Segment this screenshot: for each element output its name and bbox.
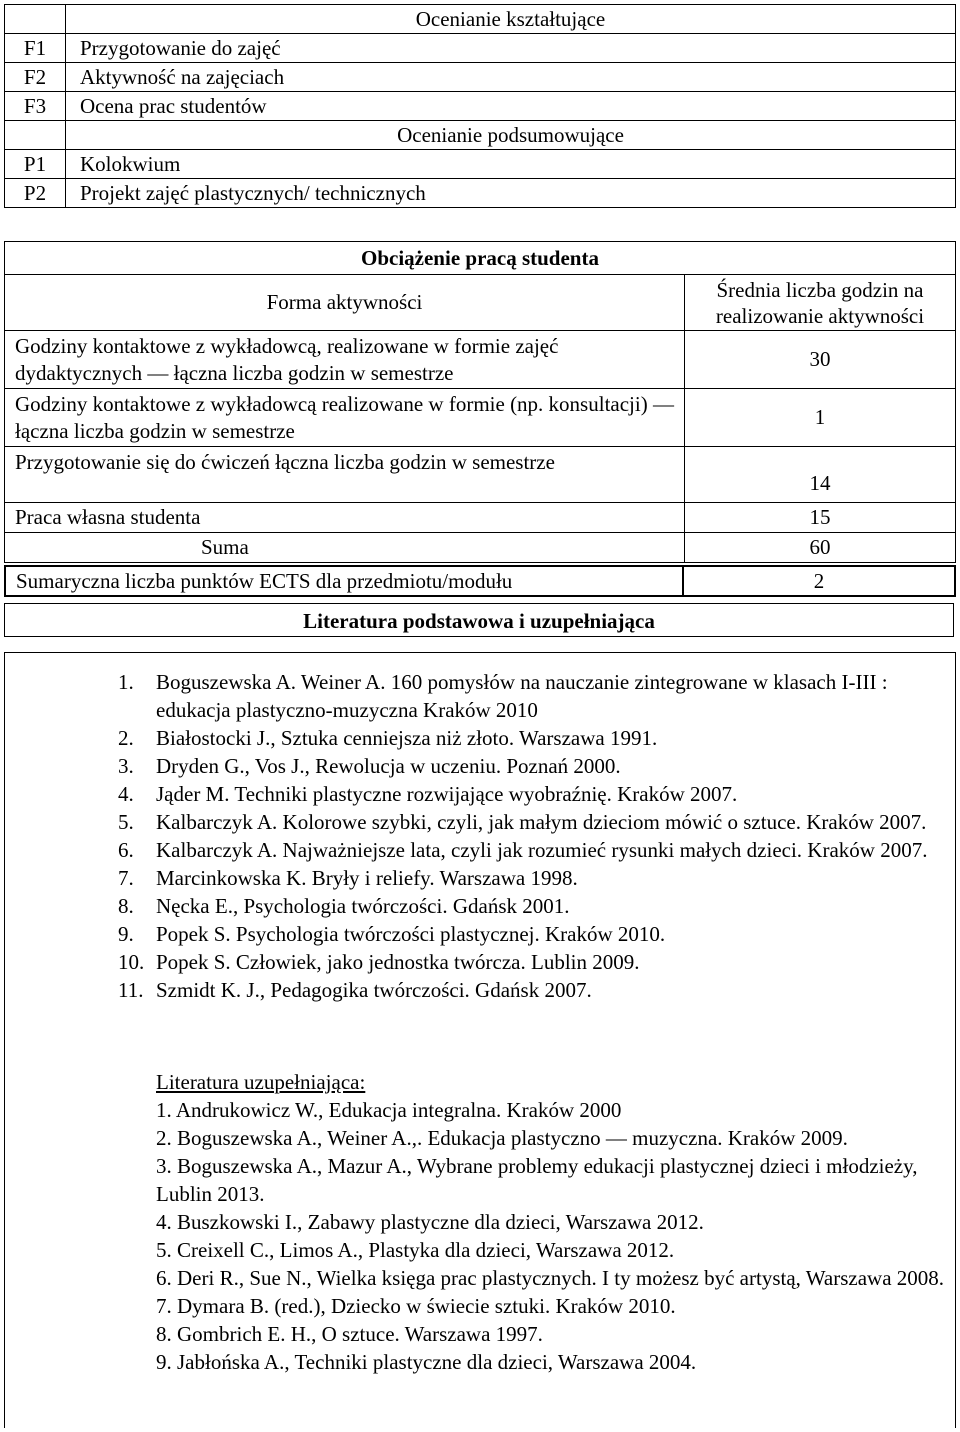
grading-label: Ocena prac studentów [66,92,956,121]
grading-label: Aktywność na zajęciach [66,63,956,92]
ects-table [4,565,956,597]
workload-row-label: Godziny kontaktowe z wykładowcą, realizowane w formie zajęć dydaktycznych — łączna liczba godzin w semestrze [5,331,685,389]
list-item: 1. Boguszewska A. Weiner A. 160 pomysłów na nauczanie zintegrowane w klasach I-III : edukacja plastyczno-muzyczna Kraków 2010 [118,670,888,722]
list-item: 11. Szmidt K. J., Pedagogika twórczości. Gdańsk 2007. [118,978,592,1002]
list-item: 9. Jabłońska A., Techniki plastyczne dla dzieci, Warszawa 2004. [156,1350,697,1374]
list-item: 7. Dymara B. (red.), Dziecko w świecie sztuki. Kraków 2010. [156,1294,676,1318]
col-hours-header: Średnia liczba godzin na realizowanie aktywności [685,275,956,331]
list-item: 4. Jąder M. Techniki plastyczne rozwijające wyobraźnię. Kraków 2007. [118,782,738,806]
grading-code: F3 [5,92,66,121]
grading-table [4,4,956,208]
list-item: 10. Popek S. Człowiek, jako jednostka twórcza. Lublin 2009. [118,950,640,974]
workload-table [4,241,956,563]
grading-code: P1 [5,150,66,179]
list-item: 8. Gombrich E. H., O sztuce. Warszawa 1997. [156,1322,543,1346]
list-item: 1. Andrukowicz W., Edukacja integralna. Kraków 2000 [156,1098,622,1122]
workload-row-label: Przygotowanie się do ćwiczeń łączna liczba godzin w semestrze [5,447,685,503]
list-item: 6. Kalbarczyk A. Najważniejsze lata, czyli jak rozumieć rysunki małych dzieci. Kraków 2007. [118,838,928,862]
list-item: 3. Dryden G., Vos J., Rewolucja w uczeniu. Poznań 2000. [118,754,621,778]
grading-code: P2 [5,179,66,208]
workload-row-value: 14 [685,447,956,503]
workload-title: Obciążenie pracą studenta [5,242,956,275]
ects-value: 2 [683,566,955,596]
list-item: 8. Nęcka E., Psychologia twórczości. Gdańsk 2001. [118,894,570,918]
grading-label: Przygotowanie do zajęć [66,34,956,63]
list-item: 2. Boguszewska A., Weiner A.,. Edukacja plastyczno — muzyczna. Kraków 2009. [156,1126,848,1150]
formative-header: Ocenianie kształtujące [66,5,956,34]
grading-label: Projekt zajęć plastycznych/ technicznych [66,179,956,208]
list-item: 9. Popek S. Psychologia twórczości plastycznej. Kraków 2010. [118,922,666,946]
grading-code: F1 [5,34,66,63]
grading-code: F2 [5,63,66,92]
workload-row-label: Godziny kontaktowe z wykładowcą realizowane w formie (np. konsultacji) — łączna liczba godzin w semestrze [5,389,685,447]
basic-literature-list [118,668,938,1004]
literature-title: Literatura podstawowa i uzupełniająca [4,603,954,637]
list-item: 5. Creixell C., Limos A., Plastyka dla dzieci, Warszawa 2012. [156,1238,675,1262]
supplementary-title: Literatura uzupełniająca: [156,1070,366,1094]
sum-label: Suma [5,533,685,563]
supplementary-literature [156,1068,946,1376]
list-item: 7. Marcinkowska K. Bryły i reliefy. Warszawa 1998. [118,866,578,890]
list-item: 3. Boguszewska A., Mazur A., Wybrane problemy edukacji plastycznej dzieci i młodzieży, Lublin 2013. [156,1154,918,1206]
list-item: 4. Buszkowski I., Zabawy plastyczne dla dzieci, Warszawa 2012. [156,1210,704,1234]
list-item: 5. Kalbarczyk A. Kolorowe szybki, czyli, jak małym dzieciom mówić o sztuce. Kraków 2007. [118,810,927,834]
ects-label: Sumaryczna liczba punktów ECTS dla przedmiotu/modułu [5,566,683,596]
own-work-label: Praca własna studenta [5,503,685,533]
list-item: 2. Białostocki J., Sztuka cenniejsza niż złoto. Warszawa 1991. [118,726,658,750]
summative-header: Ocenianie podsumowujące [66,121,956,150]
workload-row-value: 30 [685,331,956,389]
workload-row-value: 1 [685,389,956,447]
list-item: 6. Deri R., Sue N., Wielka księga prac plastycznych. I ty możesz być artystą, Warszawa 2008. [156,1266,945,1290]
col-activity-header: Forma aktywności [5,275,685,331]
own-work-value: 15 [685,503,956,533]
sum-value: 60 [685,533,956,563]
grading-label: Kolokwium [66,150,956,179]
